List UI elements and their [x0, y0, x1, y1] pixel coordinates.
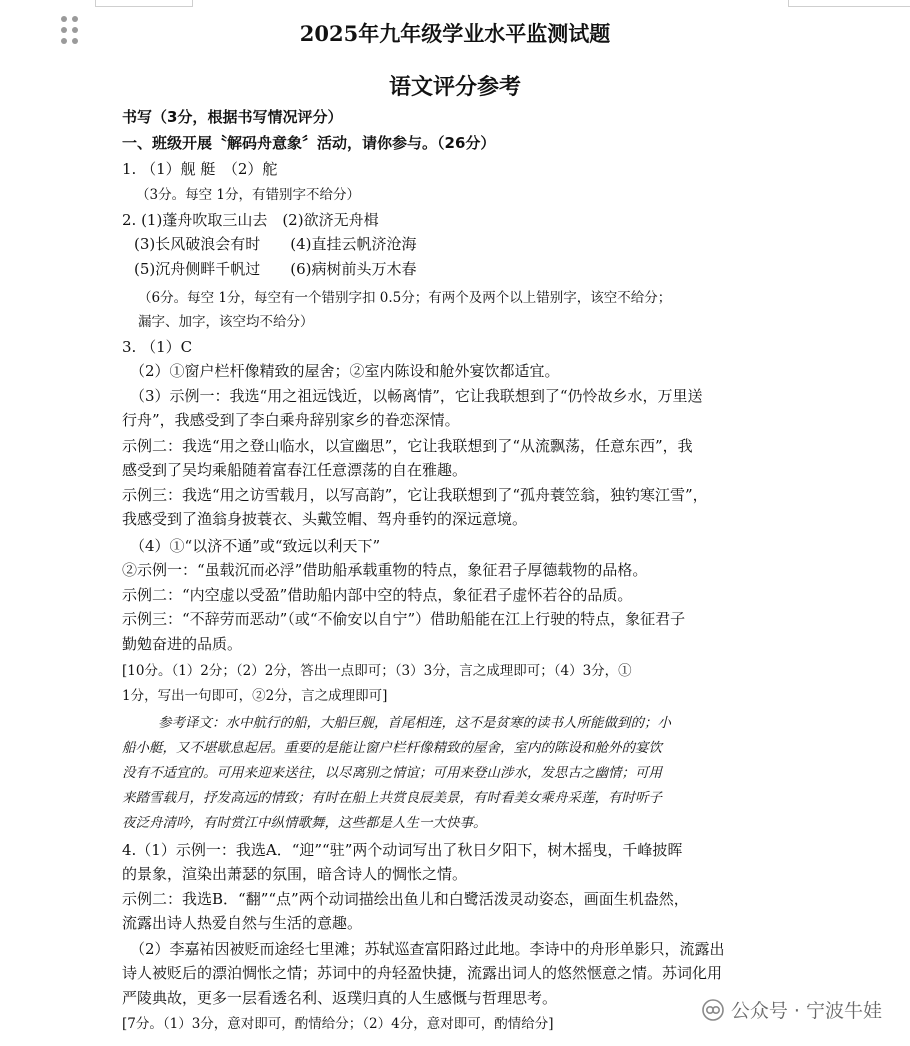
- answer-line: （2）李嘉祐因被贬而途经七里滩；苏轼巡查富阳路过此地。李诗中的舟形单影只，流露出: [130, 940, 725, 958]
- translation-line: 船小艇，又不堪歇息起居。重要的是能让窗户栏杆像精致的屋舍，室内的陈设和舱外的宴饮: [122, 740, 662, 756]
- answer-line: 4.（1）示例一：我选A．“迎”“驻”两个动词写出了秋日夕阳下，树木摇曳，千峰披晖: [122, 841, 683, 859]
- scoring-note: [7分。（1）3分，意对即可，酌情给分；（2）4分，意对即可，酌情给分]: [122, 1016, 554, 1032]
- top-frame-line: [95, 0, 193, 7]
- answer-line: (3)长风破浪会有时 (4)直挂云帆济沧海: [134, 235, 417, 253]
- translation-line: 没有不适宜的。可用来迎来送往，以尽离别之情谊；可用来登山涉水，发思古之幽情；可用: [122, 765, 662, 781]
- answer-line: 我感受到了渔翁身披蓑衣、头戴笠帽、驾舟垂钓的深远意境。: [122, 510, 528, 528]
- answer-line: 3. （1）C: [122, 338, 193, 356]
- answer-line: （2）①窗户栏杆像精致的屋舍；②室内陈设和舱外宴饮都适宜。: [130, 362, 560, 380]
- answer-line: 行舟”，我感受到了李白乘舟辞别家乡的眷恋深情。: [122, 411, 460, 429]
- answer-line: 感受到了吴均乘船随着富春江任意漂荡的自在雅趣。: [122, 461, 468, 479]
- answer-line: 流露出诗人热爱自然与生活的意趣。: [122, 914, 363, 932]
- answer-line: 严陵典故，更多一层看透名利、返璞归真的人生感慨与哲理思考。: [122, 989, 558, 1007]
- scoring-note: （6分。每空 1分，每空有一个错别字扣 0.5分；有两个及两个以上错别字，该空不给分；: [138, 290, 672, 306]
- translation-line: 夜泛舟清吟，有时赏江中纵情歌舞，这些都是人生一大快事。: [122, 815, 487, 831]
- answer-line: （3）示例一：我选“用之祖远饯近，以畅离情”，它让我联想到了“仍怜故乡水，万里送: [130, 387, 703, 405]
- answer-line: 示例二：我选B．“翻”“点”两个动词描绘出鱼儿和白鹭活泼灵动姿态，画面生机盎然，: [122, 890, 689, 908]
- scoring-note: 1分，写出一句即可，②2分，言之成理即可]: [122, 688, 388, 704]
- answer-line: (5)沉舟侧畔千帆过 (6)病树前头万木春: [134, 260, 417, 278]
- answer-line: （4）①“以济不通”或“致远以利天下”: [130, 537, 381, 555]
- watermark: [701, 996, 882, 1023]
- scoring-note: 漏字、加字，该空均不给分）: [138, 314, 314, 330]
- answer-line: 勤勉奋进的品质。: [122, 635, 243, 653]
- top-frame-line-right: [788, 0, 910, 7]
- scoring-note: [10分。（1）2分；（2）2分，答出一点即可；（3）3分，言之成理即可；（4）3分，①: [122, 663, 632, 679]
- answer-line: 示例三：我选“用之访雪载月，以写高韵”，它让我联想到了“孤舟蓑笠翁，独钓寒江雪”，: [122, 486, 708, 504]
- translation-line: 参考译文：水中航行的船，大船巨舰，首尾相连，这不是贫寒的读书人所能做到的；小: [158, 715, 671, 731]
- page-subtitle: 语文评分参考: [388, 74, 521, 100]
- writing-score-line: 书写（3分，根据书写情况评分）: [122, 108, 343, 126]
- answer-line: 示例三：“不辞劳而恶动”（或“不偷安以自宁”）借助船能在江上行驶的特点，象征君子: [122, 610, 686, 628]
- translation-line: 来踏雪载月，抒发高远的情致；有时在船上共赏良辰美景，有时看美女乘舟采莲，有时听子: [122, 790, 662, 806]
- answer-line: 示例二：“内空虚以受盈”借助船内部中空的特点，象征君子虚怀若谷的品质。: [122, 586, 633, 604]
- answer-line: 1. （1）舰 艇 （2）舵: [122, 160, 278, 178]
- answer-line: 的景象，渲染出萧瑟的氛围，暗含诗人的惆怅之情。: [122, 865, 468, 883]
- wechat-official-account-icon: [701, 998, 725, 1022]
- section-heading: 一、班级开展〝解码舟意象〞活动，请你参与。（26分）: [122, 134, 496, 152]
- scoring-note: （3分。每空 1分，有错别字不给分）: [136, 187, 360, 203]
- answer-line: 诗人被贬后的漂泊惆怅之情；苏词中的舟轻盈快捷，流露出词人的悠然惬意之情。苏词化用: [122, 964, 723, 982]
- answer-line: 2. (1)蓬舟吹取三山去 (2)欲济无舟楫: [122, 211, 379, 229]
- page-title: 2025年九年级学业水平监测试题: [299, 21, 611, 46]
- answer-line: ②示例一：“虽载沉而必浮”借助船承载重物的特点，象征君子厚德载物的品格。: [122, 561, 648, 579]
- watermark-text: 公众号 · 宁波牛娃: [730, 1000, 882, 1022]
- answer-line: 示例二：我选“用之登山临水，以宣幽思”，它让我联想到了“从流飘荡，任意东西”，我: [122, 437, 693, 455]
